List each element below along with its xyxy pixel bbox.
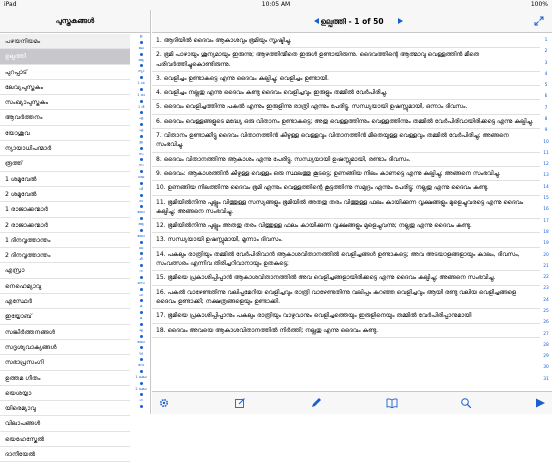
section-header: പഴയനിയമം — [0, 34, 130, 49]
index-label[interactable]: ന്യാ — [137, 69, 145, 74]
book-item[interactable]: 1 ശമൂവേൽ — [0, 172, 130, 187]
verse-jump-number[interactable]: 21 — [543, 263, 549, 269]
verse-jump-number[interactable]: 26 — [543, 320, 549, 326]
book-item[interactable]: സദൃശ്യവാക്യങ്ങൾ — [0, 340, 130, 355]
index-label[interactable]: സെ — [137, 280, 145, 285]
verse-row[interactable] — [152, 153, 540, 167]
index-dot — [140, 311, 143, 314]
book-item[interactable]: ആവർത്തനം — [0, 110, 130, 125]
index-dot — [140, 182, 143, 185]
verse-jump-number[interactable]: 23 — [543, 286, 549, 292]
index-dot — [140, 323, 143, 326]
verse-text: സന്ധ്യയായി ഉഷസ്സുമായി, മൂന്നാം ദിവസം. — [167, 236, 283, 244]
index-label[interactable]: ലേ — [138, 45, 144, 50]
verse-text: ഭൂമി പാഴായും ശൂന്യമായും ഇരുന്നു; ആഴത്തിന്മീതെ ഇരുൾ ഉണ്ടായിരുന്നു. ദൈവത്തിന്റെ ആത്മാവു വെള്ളത്തിൻ മീതെ പരിവർത്തിച്ചുകൊണ്ടിരുന്നു. — [156, 51, 480, 68]
book-icon[interactable] — [386, 397, 398, 409]
verse-row[interactable] — [152, 309, 540, 323]
verse-row[interactable] — [152, 72, 540, 86]
verse-row[interactable] — [152, 48, 540, 72]
index-dot — [140, 158, 143, 161]
book-item[interactable]: എസ്ഥേർ — [0, 294, 130, 309]
index-dot — [140, 299, 143, 302]
verse-list — [152, 34, 540, 391]
index-label[interactable]: മ — [139, 304, 143, 309]
verse-row[interactable] — [152, 324, 540, 338]
verse-jump-number[interactable]: 24 — [543, 297, 549, 303]
book-item[interactable]: സഭാപ്രസംഗി — [0, 355, 130, 370]
index-label[interactable]: മ — [139, 316, 143, 320]
index-dot — [140, 41, 143, 44]
book-item[interactable]: യെഹേസ്കേൽ — [0, 432, 130, 447]
index-dot — [140, 64, 143, 67]
index-dot — [140, 170, 143, 173]
book-index-strip[interactable] — [131, 34, 151, 414]
reader-header — [152, 10, 552, 33]
edit-icon[interactable] — [234, 397, 246, 409]
book-item[interactable]: യോശുവ — [0, 126, 130, 141]
index-label[interactable]: വി — [139, 186, 143, 191]
index-dot — [140, 100, 143, 103]
chapter-title[interactable]: ഉല്പത്തി - 1 of 50 — [320, 17, 384, 26]
verse-text: ഭൂമിയെ പ്രകാശിപ്പിപ്പാനും പകലും രാത്രിയും വാഴുവാനും വെളിച്ചത്തെയും ഇരുളിനെയും തമ്മിൽ വേർപിരിപ്പാനുമായി — [167, 312, 472, 320]
verse-row[interactable] — [152, 115, 540, 129]
index-dot — [140, 346, 143, 349]
verse-jump-number[interactable]: 30 — [543, 365, 549, 371]
verse-row[interactable] — [152, 34, 540, 48]
verse-jump-number[interactable]: 19 — [543, 241, 549, 247]
verse-jump-number[interactable]: 20 — [543, 252, 549, 258]
index-label[interactable]: ലൂ — [139, 327, 143, 332]
verse-jump-number[interactable]: 8 — [544, 117, 548, 123]
book-item[interactable]: രൂത്ത് — [0, 156, 130, 171]
index-dot — [140, 276, 143, 279]
verse-jump-number[interactable]: 29 — [543, 354, 549, 360]
verse-jump-number[interactable]: 6 — [544, 94, 548, 100]
verse-number: 11. — [156, 198, 166, 206]
index-label[interactable]: 1 കൊ — [135, 374, 147, 379]
index-label[interactable]: ഗ — [139, 398, 143, 403]
verse-number: 9. — [156, 169, 162, 177]
reader-pane — [152, 10, 552, 414]
index-dot — [140, 370, 143, 373]
book-item[interactable]: പുറപ്പാട് — [0, 65, 130, 80]
verse-text: ദൈവം വെള്ളങ്ങളുടെ മദ്ധ്യേ ഒരു വിതാനം ഉണ്ടാകട്ടെ; അതു വെള്ളത്തിന്നും വെള്ളത്തിന്നും തമ്മിൽ വേർപിരിവായിരിക്കട്ടെ എന്നു കല്പിച്ചു. — [163, 117, 534, 125]
books-sidebar — [0, 10, 151, 459]
verse-jump-number[interactable]: 25 — [543, 308, 549, 314]
index-label[interactable]: യെ — [137, 175, 145, 179]
verse-text: പകൽ വാഴേണ്ടതിന്നു വലിപ്പമേറിയ വെളിച്ചവും രാത്രി വാഴേണ്ടതിന്നു വലിപ്പം കുറഞ്ഞ വെളിച്ചവും ആയി രണ്ടു വലിയ വെളിച്ചങ്ങളെ ദൈവം ഉണ്ടാക്കി; നക്ഷത്രങ്ങളെയും ഉണ്ടാക്കി. — [156, 288, 517, 305]
verse-row[interactable] — [152, 196, 540, 220]
index-dot — [140, 382, 143, 385]
verse-text: വെളിച്ചം ഉണ്ടാകട്ടെ എന്നു ദൈവം കല്പിച്ചു; വെളിച്ചം ഉണ്ടായി. — [163, 74, 329, 82]
index-label[interactable]: 1 രാ — [137, 92, 145, 97]
book-item[interactable]: ഇയ്യോബ് — [0, 309, 130, 324]
verse-row[interactable] — [152, 248, 540, 272]
play-icon[interactable] — [534, 397, 546, 409]
index-dot — [140, 252, 143, 255]
index-dot — [140, 288, 143, 291]
verse-row[interactable] — [152, 100, 540, 114]
expand-icon[interactable] — [534, 16, 544, 26]
verse-row[interactable] — [152, 271, 540, 285]
index-label[interactable]: യോ — [137, 233, 145, 238]
book-item[interactable]: സംഖ്യാപുസ്തകം — [0, 95, 130, 110]
verse-jump-number[interactable]: 5 — [544, 83, 548, 89]
book-item[interactable]: യെശയ്യാ — [0, 386, 130, 401]
verse-number: 14. — [156, 250, 166, 258]
index-dot — [140, 76, 143, 79]
bottom-toolbar — [152, 391, 552, 414]
verse-number: 18. — [156, 326, 166, 334]
index-dot — [140, 53, 143, 56]
verse-jump-number[interactable]: 1 — [544, 38, 548, 43]
carrier-label: iPad — [4, 1, 17, 8]
verse-text: ദൈവം വെളിച്ചത്തിന്നു പകൽ എന്നും ഇരുളിന്നു രാത്രി എന്നും പേരിട്ടു. സന്ധ്യയായി ഉഷസ്സുമായി, ഒന്നാം ദിവസം. — [163, 103, 468, 111]
verse-jump-number[interactable]: 2 — [544, 49, 548, 55]
verse-row[interactable] — [152, 181, 540, 195]
book-item[interactable]: സങ്കീർത്തനങ്ങൾ — [0, 325, 130, 340]
verse-text: ദൈവം: ആകാശത്തിൻ കീഴുള്ള വെള്ളം ഒരു സ്ഥലത്തു കൂടട്ടെ; ഉണങ്ങിയ നിലം കാണട്ടെ എന്നു കല്പിച്ചു; അങ്ങനെ സംഭവിച്ചു. — [163, 169, 501, 177]
verse-jump-number[interactable]: 11 — [543, 150, 549, 156]
verse-jump-number[interactable]: 22 — [543, 275, 549, 281]
index-dot — [140, 358, 143, 361]
verse-jump-number[interactable]: 10 — [543, 139, 549, 145]
index-dot — [140, 147, 143, 150]
index-label[interactable]: ഇ — [139, 139, 143, 144]
index-label[interactable]: എ — [138, 128, 144, 132]
status-bar — [0, 0, 552, 10]
index-label[interactable]: യോ — [137, 210, 145, 215]
verse-jump-number[interactable]: 13 — [543, 173, 549, 179]
index-dot — [140, 194, 143, 197]
verse-number: 15. — [156, 274, 166, 282]
verse-jump-number[interactable]: 7 — [544, 105, 548, 111]
verse-number: 2. — [156, 51, 162, 59]
verse-row[interactable] — [152, 233, 540, 247]
sidebar-title: പുസ്തകങ്ങൾ — [0, 10, 150, 33]
index-label[interactable]: ആ — [138, 222, 144, 226]
verse-number: 3. — [156, 74, 162, 82]
verse-jump-number[interactable]: 27 — [543, 331, 549, 337]
verse-jump-number[interactable]: 9 — [544, 128, 548, 134]
index-dot — [140, 111, 143, 114]
index-dot — [140, 335, 143, 338]
pencil-icon[interactable] — [310, 397, 322, 409]
index-label[interactable]: യോ — [137, 339, 145, 344]
index-label[interactable]: ഉ — [139, 34, 143, 38]
index-label[interactable]: 2 കൊ — [135, 386, 147, 391]
index-label[interactable]: പ്ര — [139, 351, 143, 356]
verse-text: വെളിച്ചം നല്ലതു എന്നു ദൈവം കണ്ടു ദൈവം വെളിച്ചവും ഇരുളും തമ്മിൽ വേർപിരിച്ചു. — [163, 89, 388, 97]
verse-jump-number[interactable]: 17 — [543, 218, 549, 224]
index-label[interactable]: ദാ — [138, 198, 144, 203]
verse-jump-number[interactable]: 31 — [543, 376, 549, 382]
index-dot — [140, 123, 143, 126]
book-item[interactable]: 2 രാജാക്കന്മാർ — [0, 218, 130, 233]
verse-text: ദൈവം അവയെ ആകാശവിതാനത്തിൽ നിർത്തി; നല്ലതു എന്നു ദൈവം കണ്ടു. — [167, 326, 379, 334]
index-label[interactable]: സ — [138, 163, 144, 168]
index-dot — [140, 217, 143, 220]
index-dot — [140, 135, 143, 138]
book-item[interactable]: 2 ശമൂവേൽ — [0, 187, 130, 202]
verse-jump-number[interactable]: 4 — [544, 71, 548, 77]
index-label[interactable]: ഓ — [138, 245, 144, 250]
book-item[interactable]: ഉത്തമ ഗീതം — [0, 371, 130, 386]
verse-row[interactable] — [152, 167, 540, 181]
search-icon[interactable] — [460, 397, 472, 409]
book-item[interactable]: 1 ദിനവൃത്താന്തം — [0, 233, 130, 248]
book-item[interactable]: 2 ദിനവൃത്താന്തം — [0, 248, 130, 263]
next-chapter-icon[interactable] — [398, 18, 403, 24]
verse-jump-number[interactable]: 18 — [543, 229, 549, 235]
verse-text: ദൈവം വിതാനത്തിന്നു ആകാശം എന്നു പേരിട്ടു. സന്ധ്യയായി ഉഷസ്സുമായി, രണ്ടാം ദിവസം. — [163, 155, 411, 163]
verse-row[interactable] — [152, 86, 540, 100]
verse-jump-number[interactable]: 15 — [543, 196, 549, 202]
verse-jump-number[interactable]: 3 — [544, 60, 548, 66]
book-item[interactable]: 1 രാജാക്കന്മാർ — [0, 202, 130, 217]
verse-text: പകലും രാത്രിയും തമ്മിൽ വേർപിരിവാൻ ആകാശവിതാനത്തിൽ വെളിച്ചങ്ങൾ ഉണ്ടാകട്ടെ; അവ അടയാളങ്ങളായും കാലം, ദിവസം, സംവത്സരം എന്നിവ തിരിച്ചറിവാനായും ഉതകട്ടെ; — [156, 250, 520, 268]
verse-number: 17. — [156, 312, 166, 320]
verse-text: ഭൂമിയെ പ്രകാശിപ്പിപ്പാൻ ആകാശവിതാനത്തിൽ അവ വെളിച്ചങ്ങളായിരിക്കട്ടെ എന്നു ദൈവം കല്പിച്ചു; അങ്ങനെ സംഭവിച്ചു. — [167, 274, 496, 282]
verse-jump-number[interactable]: 12 — [543, 162, 549, 168]
index-label[interactable]: റോ — [137, 363, 145, 367]
verse-text: ഭൂമിയിൽനിന്നു പുല്ലും അതതു തരം വിത്തുള്ള ഫലം കായിക്കുന്ന വൃക്ഷങ്ങളും മുളെച്ചുവന്നു; നല്ലതു എന്നു ദൈവം കണ്ടു. — [167, 222, 472, 230]
index-label[interactable]: ആ — [138, 57, 144, 62]
verse-number: 5. — [156, 103, 162, 111]
index-label[interactable]: 1 ദി — [137, 104, 145, 109]
index-dot — [140, 393, 143, 396]
index-label[interactable]: ഹ — [138, 292, 144, 297]
index-dot — [140, 241, 143, 244]
book-item[interactable]: ദാനീയേൽ — [0, 447, 130, 462]
clock: 10:05 AM — [261, 1, 291, 8]
verse-text: ഉണങ്ങിയ നിലത്തിന്നു ദൈവം ഭൂമി എന്നും വെള്ളത്തിന്റെ കൂട്ടത്തിന്നു സമുദ്രം എന്നും പേരിട്ടു; നല്ലതു എന്നു ദൈവം കണ്ടു. — [167, 184, 489, 192]
verse-jump-number[interactable]: 28 — [543, 342, 549, 348]
verse-row[interactable] — [152, 286, 540, 310]
gear-icon[interactable] — [158, 397, 170, 409]
index-label[interactable]: മീ — [139, 257, 143, 262]
book-list — [0, 34, 130, 462]
verse-number: 12. — [156, 222, 166, 230]
book-item[interactable]: ഉല്പത്തി — [0, 49, 130, 64]
index-label[interactable]: എ — [138, 116, 144, 121]
index-dot — [140, 88, 143, 91]
index-dot — [140, 229, 143, 232]
battery-label: 100% — [530, 1, 548, 8]
index-label[interactable]: ന — [139, 269, 143, 273]
verse-text: വിതാനം ഉണ്ടാക്കീട്ടു ദൈവം വിതാനത്തിൻ കീഴുള്ള വെള്ളവും വിതാനത്തിൻ മീതെയുള്ള വെള്ളവും തമ്മിൽ വേർപിരിച്ചു; അങ്ങനെ സംഭവിച്ചു. — [156, 132, 509, 149]
verse-number: 10. — [156, 184, 166, 192]
index-dot — [140, 264, 143, 267]
index-label[interactable]: സ — [138, 151, 144, 156]
verse-number: 1. — [156, 37, 162, 44]
verse-row[interactable] — [152, 219, 540, 233]
index-dot — [140, 405, 143, 408]
index-dot — [140, 205, 143, 208]
book-item[interactable]: വിലാപങ്ങൾ — [0, 416, 130, 431]
verse-row[interactable] — [152, 129, 540, 153]
verse-jump-number[interactable]: 14 — [543, 184, 549, 190]
previous-chapter-icon[interactable] — [314, 18, 319, 24]
verse-number: 4. — [156, 89, 162, 97]
verse-number: 6. — [156, 117, 162, 125]
verse-number-strip[interactable] — [540, 34, 552, 391]
verse-number: 13. — [156, 236, 166, 244]
book-item[interactable]: യിരെമ്യാവു — [0, 401, 130, 416]
verse-number: 7. — [156, 132, 162, 140]
verse-number: 16. — [156, 288, 166, 296]
book-item[interactable]: നെഹെമ്യാവു — [0, 279, 130, 294]
verse-text: ഭൂമിയിൽനിന്നു പുല്ലും വിത്തുള്ള സസ്യങ്ങളും ഭൂമിയിൽ അതതു തരം വിത്തുള്ള ഫലം കായിക്കുന്ന വൃക്ഷങ്ങളും മുളെച്ചുവരട്ടെ എന്നു ദൈവം കല്പിച്ചു; അങ്ങനെ സംഭവിച്ചു. — [156, 198, 524, 215]
verse-number: 8. — [156, 155, 162, 163]
verse-jump-number[interactable]: 16 — [543, 207, 549, 213]
index-label[interactable]: 1 ശ — [137, 81, 145, 85]
book-item[interactable]: ലേവ്യപുസ്തകം — [0, 80, 130, 95]
book-item[interactable]: എസ്രാ — [0, 263, 130, 278]
book-item[interactable]: ന്യായാധിപന്മാർ — [0, 141, 130, 156]
verse-text: ആദിയിൽ ദൈവം ആകാശവും ഭൂമിയും സൃഷ്ടിച്ചു. — [163, 37, 292, 44]
